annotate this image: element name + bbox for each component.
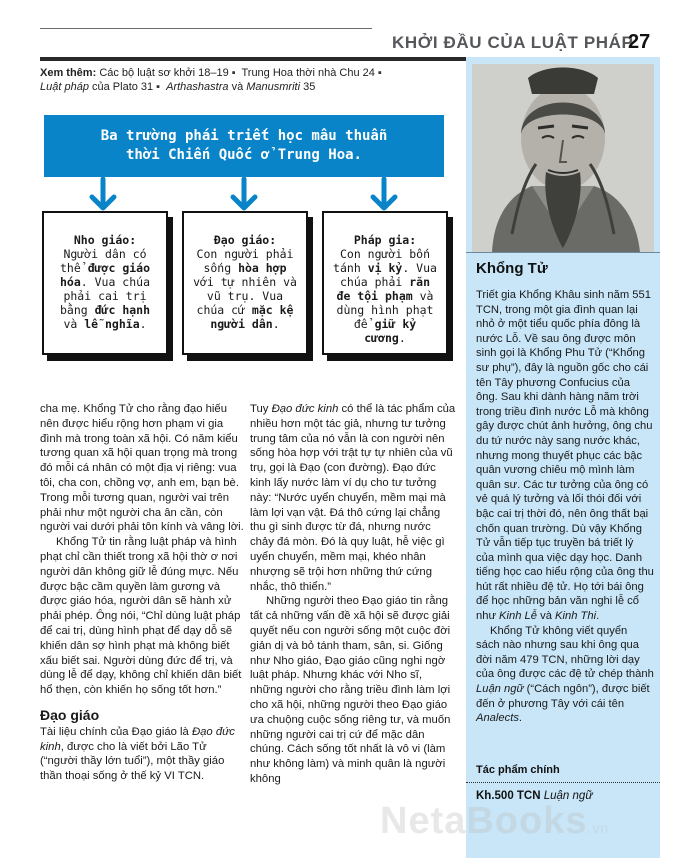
text-run: Triết gia Khổng Khâu sinh năm 551 TCN, trong một gia đình quan lại nhỏ ở một tiểu quốc phía đông là nước Lỗ. Về sau ông được môn sinh gọi là Khổng Phu Tử (“Khổng sư phụ”), đây là nguồn gốc cho cái tên Tây phương Confucius của ông. Sau khi dành hàng năm trời trong triều đình nước Lỗ mà không gây được chút ảnh hưởng, ông chu du tứ nước này sang nước khác, nhưng mong thuyết phục các bậc quân vương chiêu mộ mình làm quân sư. Các tư tưởng của ông có vẻ quá lý tưởng và lối thói đối với bậc cai trị thời đó, nên ông thất bại chốn quan trường. Dù vậy Khổng Tử vẫn tiếp tục truyền bá triết lý của mình qua việc dạy học. Danh tiếng học cao hiểu rộng của ông thu hút rất nhiều đệ tử. Họ tới bái ông để học những bản văn nghi lễ cổ như [476,289,654,623]
box-title: Đạo giáo: [213,233,277,247]
arrows [40,177,450,213]
text-column-1 [40,402,246,784]
see-also-item: Các bộ luật sơ khởi 18–19 [99,67,229,79]
see-also [40,66,450,94]
box-text: . Vua chúa phải [339,261,437,289]
book-title: Kinh Lễ [499,610,537,623]
text-run: Tuy [250,403,269,415]
paragraph [476,624,654,726]
box-emphasis: được giáo hóa [59,261,151,289]
box-emphasis: vị kỷ [367,261,403,275]
book-title: Đạo đức kinh [271,403,339,415]
running-header-title: KHỞI ĐẦU CỦA LUẬT PHÁP [392,33,634,52]
header-rule [40,28,372,29]
box-text: và [63,317,78,331]
book-title: Đạo đức kinh [40,725,235,753]
see-also-item-title: Manusmriti [246,81,301,93]
box-confucianism [42,211,168,355]
see-also-page: 35 [303,81,316,93]
box-emphasis: giữ kỷ cương [364,317,417,345]
text-run: (“Cách ngôn”), được biết đến ở phương Tây với cái tên [476,683,650,710]
separator-icon: ▪ [231,67,236,79]
box-text: Con người bốn tánh [333,247,430,275]
work-title: Luận ngữ [543,790,593,802]
page-number: 27 [628,31,651,53]
box-title: Nho giáo: [73,233,137,247]
schools-diagram [40,113,450,373]
separator-icon: ▪ [377,67,382,79]
sidebar-rule [466,252,660,253]
major-works-rule [466,782,660,783]
see-also-conj: và [231,81,244,93]
banner-line: thời Chiến Quốc ở Trung Hoa. [125,147,362,163]
box-legalism [322,211,448,355]
book-title: Luận ngữ [476,683,524,696]
paragraph [40,725,246,784]
arrow-down-icon [373,179,395,208]
work-year: Kh.500 TCN [476,790,541,802]
box-text: . [272,317,280,331]
paragraph [250,402,456,594]
see-also-item: Trung Hoa thời nhà Chu 24 [241,67,375,79]
see-also-label: Xem thêm: [40,67,97,79]
major-works-label: Tác phẩm chính [476,764,560,776]
section-heading: Đạo giáo [40,706,100,723]
box-text: . [139,317,147,331]
box-text: với tự nhiên và vũ trụ. Vua chúa cứ [193,275,297,317]
sidebar-text [476,288,654,726]
text-run: và [540,610,552,623]
text-run: , được cho là viết bởi Lão Tử (“người thầy lớn tuổi”), một thầy giáo thần thoại sống ở thế kỷ VI TCN. [40,740,225,783]
sidebar-title: Khổng Tử [476,260,548,277]
watermark-suffix: .vn [587,820,610,836]
watermark-text: NetaBooks [380,800,588,842]
banner-line: Ba trường phái triết học mâu thuẫn [100,128,388,144]
box-emphasis: hòa hợp [238,261,287,275]
box-emphasis: răn đe tội phạm [336,275,431,303]
text-run: . [518,712,523,725]
paragraph: cha mẹ. Khổng Tử cho rằng đạo hiếu nên được hiểu rộng hơn phạm vi gia đình mà trong toàn xã hội. Có năm kiểu tương quan xã hội quan trọng mà trong đó mỗi cá nhân có một địa vị riêng: vua tôi, cha con, chồng vợ, anh em, bạn bè. Trong mỗi tương quan, người vai trên phải như một người cha ân cần, còn người vai dưới phải tôn kính và vâng lời. [40,403,244,534]
paragraph [476,288,654,624]
box-text: Người dân có thể [59,247,147,275]
paragraph: Khổng Tử tin rằng luật pháp và hình phạt chỉ cần thiết trong xã hội thờ ơ nơi người dân không giữ lễ đúng mực. Nếu được bậc cầm quyền làm gương và được giáo hóa, người dân sẽ hành xử phải phép. Ông nói, “Chỉ dùng luật pháp để cai trị, dùng hình phạt để dạy dỗ sẽ khiến dân sợ hình phạt mà không biết xấu biết sai. Người dùng đức để trị, và dùng lễ để dạy, không chỉ khiến dân biết hổ thẹn, còn khiến họ sống tốt hơn.” [40,536,242,697]
arrow-down-icon [233,179,255,208]
box-text: và dùng hình phạt để [336,289,434,331]
portrait-drawing [472,64,654,252]
arrow-down-icon [92,179,114,208]
box-emphasis: lễ nghĩa [84,317,140,331]
text-run: Khổng Tử không viết quyển sách nào nhưng sau khi ông qua đời năm 479 TCN, những lời dạy của ông được các đệ tử chép thành [476,624,654,681]
box-emphasis: đức hạnh [94,303,151,317]
box-taoism [182,211,308,355]
see-also-item: của Plato 31 [92,81,154,93]
text-run: . [596,610,600,623]
confucius-portrait [472,64,654,252]
see-also-item-title: Luật pháp [40,81,89,93]
text-run: Tài liệu chính của Đạo giáo là [40,725,189,738]
box-title: Pháp gia: [353,233,417,247]
separator-icon: ▪ [156,81,161,93]
diagram-banner [44,115,444,177]
text-column-2 [250,402,456,787]
box-emphasis: mặc kệ người dân [210,303,294,331]
book-title: Kinh Thi [555,610,597,623]
book-title: Analects [476,712,519,725]
box-text: Con người phải sống [196,247,294,275]
box-text: . [398,331,406,345]
paragraph: Những người theo Đạo giáo tin rằng tất cả những vấn đề xã hội sẽ được giải quyết nếu con người sống một cuộc đời giản dị và bỏ tánh tham, sân, si. Giống như Nho giáo, Đạo giáo cũng nghi ngờ luật pháp. Nhưng khác với Nho sĩ, những người cho rằng triều đình làm lợi cho xã hội, những người theo Đạo giáo ưa chuộng cuộc sống riêng tư, và muốn những người cai trị cứ để mặc dân chúng. Cách sống tốt nhất là vô vi (làm như không làm) và minh quân là người không [250,595,451,785]
watermark [380,800,609,843]
box-text: . Vua chúa phải cai trị bằng [59,275,151,317]
see-also-item-title: Arthashastra [166,81,229,93]
text-run: có thể là tác phẩm của nhiều hơn một tác giả, nhưng tư tưởng trung tâm của nó vẫn là con người nên sống hòa hợp với trật tự tự nhiên của vũ trụ, gọi là Đạo (con đường). Đạo đức kinh lấy nước làm ví dụ cho tư tưởng này: “Nước uyển chuyển, mềm mại mà làm lợi vạn vật. Đá thô cứng lại chẳng thu gì sinh được từ đá, nhưng nước chảy đá mòn. Đó là quy luật, hễ việc gì uyển chuyển, mềm mại, khéo nhân nhượng sẽ trội hơn những thứ cứng nhắc, thô thiển.” [250,403,456,593]
